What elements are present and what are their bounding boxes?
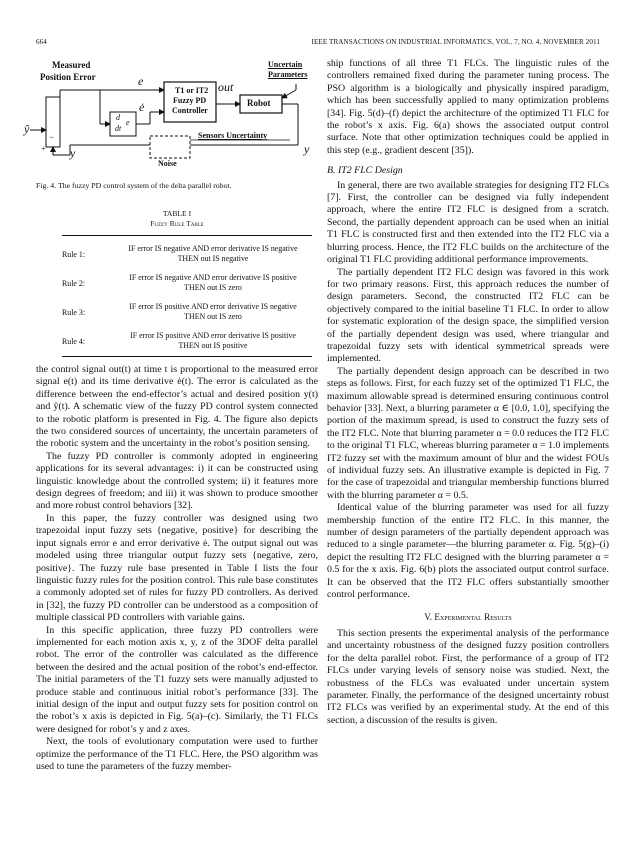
noise-label: Noise <box>158 159 177 168</box>
block-diagram <box>24 60 314 172</box>
rule-label: Rule 2: <box>62 279 86 288</box>
rule-line1: IF error IS negative AND error derivative IS positive <box>129 273 297 282</box>
controller-line2: Fuzzy PD <box>173 96 207 105</box>
paragraph: This section presents the experimental analysis of the performance and uncertainty robustness of the designed fuzzy position controllers for the delta parallel robot. First, the performance of a group of IT2 FLCs under varying levels of sensory noise was studied. Next, the robustness of the FLCs was evaluated under uncertain system parameter. Finally, the performance of the designed uncertainty robust IT2 FLCs was verified by an experimental study. At the end of this section, a discussion of the results is given. <box>327 627 609 726</box>
paragraph: The partially dependent design approach can be described in two steps as follows. First, for each fuzzy set of the optimized T1 FLC, the maximum allowable spread is determined ensuring continuous control behavior [33]. Next, a blurring parameter α ∈ [0.0, 1.0], specifying the portion of the maximum spread, is used to construct the fuzzy sets of the IT2 FLC. Note that blurring parameter α = 0.0 reduces the IT2 FLC to the original T1 FLC, whereas blurring parameter α = 1.0 implements IT2 fuzzy set with the maximum amount of blur and the widest FOUs of individual fuzzy sets. An illustrative example is depicted in Fig. 7 for the case of trapezoidal and triangular membership functions blurred with the blurring parameter α = 0.5. <box>327 365 609 501</box>
deriv-num: d <box>116 113 120 122</box>
section-heading: V. Experimental Results <box>424 612 512 623</box>
paragraph: In this specific application, three fuzzy PD controllers were implemented for each motion axis x, y, z of the 3DOF delta parallel robot. The error of the controller was calculated as the difference between the desired and the actual position of the robot’s end-effector. The initial parameters of the T1 fuzzy sets were manually adjusted to produce stable and continuous initial robot’s performance [33]. The initial design of the input and output fuzzy sets for position control on the robot’s x axis is depicted in Fig. 5(a)–(c). Similarly, the T1 FLCs were designed for robot’s y and z axes. <box>36 624 318 735</box>
rule-line2: THEN out IS zero <box>184 312 242 321</box>
rule-line1: IF error IS positive AND error derivative IS negative <box>129 302 297 311</box>
deriv-den: dt <box>115 124 122 133</box>
table-number: TABLE I <box>162 209 192 218</box>
right-column-text <box>327 58 609 727</box>
rule-label: Rule 3: <box>62 308 86 317</box>
left-column-text <box>36 364 318 773</box>
paragraph: Next, the tools of evolutionary computation were used to further optimize the performance of the T1 FLC. Here, the PSO algorithm was used to tune the parameters of the fuzzy member- <box>36 736 318 772</box>
controller-line3: Controller <box>172 106 208 115</box>
table-rule-top <box>62 235 312 236</box>
rule-line1: IF error IS negative AND error derivative IS negative <box>128 244 298 253</box>
section-heading: B. IT2 FLC Design <box>327 165 403 177</box>
parameters-label: Parameters <box>268 70 308 79</box>
rule-line2: THEN out IS positive <box>178 341 248 350</box>
paragraph: the control signal out(t) at time t is proportional to the measured error signal e(t) and its time derivative ė(t). The error is calculated as the difference between the end-effector’s actual and desired position y(t) and ŷ(t). A schematic view of the fuzzy PD control system connected to the robotic platform is presented in Fig. 4. The figure also depicts the two considered sources of uncertainty, the uncertain parameters of the robotic system and the uncertainty in the robot’s position sensing. <box>36 364 318 450</box>
paragraph: In general, there are two available strategies for designing IT2 FLCs [7]. First, the controller can be designed via fully independent approach, where the entire IT2 FLC is designed from a scratch. Second, the partially dependent approach can be used when an initial T1 FLC is constructed first and then extended into the IT2 FLC via a blurring process. Hence, the IT2 FLC builds on the architecture of the original T1 FLC providing additional performance improvements. <box>327 179 609 266</box>
y-label-right: y <box>304 142 310 156</box>
y-label-left: y <box>70 146 76 160</box>
deriv-e: e <box>126 118 130 127</box>
table-rule-bottom <box>62 356 312 357</box>
journal-header: IEEE TRANSACTIONS ON INDUSTRIAL INFORMATICS, VOL. 7, NO. 4, NOVEMBER 2011 <box>311 38 600 46</box>
plus-label: + <box>41 144 46 153</box>
page-number: 664 <box>36 38 47 46</box>
figure-caption: Fig. 4. The fuzzy PD control system of the delta parallel robot. <box>36 181 232 190</box>
noise-box <box>150 136 190 158</box>
table-title: Fuzzy Rule Table <box>150 219 204 228</box>
paragraph: The fuzzy PD controller is commonly adopted in engineering applications for its several advantages: i) it can be constructed using linguistic knowledge about the controlled system; ii) it features more design degrees of freedom; and iii) it was shown to produce smoother and more robust control behaviors [32]. <box>36 450 318 512</box>
rule-line1: IF error IS positive AND error derivative IS positive <box>130 331 296 340</box>
rule-label: Rule 1: <box>62 250 86 259</box>
derivative-box <box>110 112 136 136</box>
rule-line2: THEN out IS negative <box>177 254 249 263</box>
yhat-label: ŷ <box>24 122 30 136</box>
measured-label: Measured <box>52 60 91 70</box>
e-label: e <box>138 74 144 88</box>
paragraph: Identical value of the blurring parameter was used for all fuzzy membership function of the entire IT2 FLC. In this manner, the number of design parameters of the partially dependent approach was reduced to a single parameter—the blurring parameter α. Fig. 5(g)–(i) depict the resulting IT2 FLC designed with the blurring parameter α = 0.5 for the x axis. Fig. 6(b) plots the associated output control surface. It can be observed that the IT2 FLC offers substantially smoother control performance. <box>327 502 609 601</box>
paragraph: ship functions of all three T1 FLCs. The linguistic rules of the controllers remained fixed during the parameter tuning process. The PSO algorithm is a biologically and physically inspired paradigm, which has been successfully applied to many optimization problems [34]. Fig. 5(d)–(f) depict the architecture of the optimized T1 FLC for the robot’s x axis. Fig. 6(a) shows the associated output control surface. Note that other optimization techniques could be applied in this step (e.g., gradient descent [35]). <box>327 58 609 156</box>
rule-label: Rule 4: <box>62 337 86 346</box>
uncertain-label: Uncertain <box>268 60 303 69</box>
controller-line1: T1 or IT2 <box>175 86 209 95</box>
minus-label: − <box>49 132 55 142</box>
position-error-label: Position Error <box>40 72 96 82</box>
sensors-label: Sensors Uncertainty <box>198 131 268 140</box>
rule-line2: THEN out IS zero <box>184 283 242 292</box>
paragraph: The partially dependent IT2 FLC design was favored in this work for two primary reasons. First, this approach reduces the number of design parameters. Second, the constructed IT2 FLC can be objectively compared to the initial baseline T1 FLC. In order to allow for systematic exploration of the design space, the simplified version of the partially dependent design was used, where triangular and trapezoidal fuzzy sets with identical symmetrical spreads were implemented. <box>327 266 609 365</box>
out-label: out <box>218 80 234 94</box>
edot-label: ė <box>139 100 145 114</box>
robot-label: Robot <box>247 98 271 108</box>
paragraph: In this paper, the fuzzy controller was designed using two trapezoidal input fuzzy sets {negative, positive} for describing the input signals error e and error derivative ė. The output signal out was modeled using three triangular output fuzzy sets {negative, zero, positive}. The fuzzy rule base presented in Table I lists the four linguistic fuzzy rules for the position control. This rule base constitutes a commonly adopted set of rules for fuzzy PD controllers. As derived in [32], the fuzzy PD controller can be understood as a composition of multiple classical PD controllers with variable gains. <box>36 512 318 624</box>
